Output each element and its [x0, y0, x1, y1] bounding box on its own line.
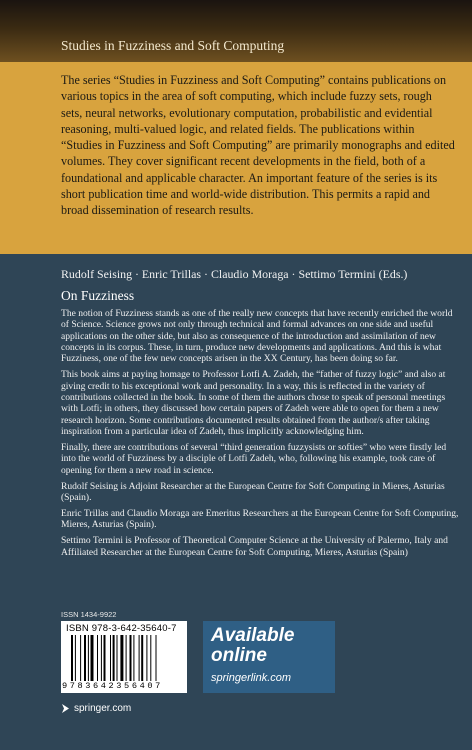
issn: ISSN 1434-9922 [61, 610, 117, 619]
springer-logo[interactable] [61, 703, 131, 714]
description-paragraph: The notion of Fuzziness stands as one of the really new concepts that have recently enriched the world of Science. Science grows not only through technical and formal advances on one side and useful applications on the other side, but also as consequence of the introduction and assimilation of new concepts in its corpus. These, in turn, produce new developments and applications. And this is what Fuzziness, one of the few new concepts arisen in the XX Century, has been doing so far. [61, 308, 453, 365]
book-description [61, 308, 459, 562]
description-paragraph: This book aims at paying homage to Professor Lotfi A. Zadeh, the “father of fuzzy logic” and also at giving credit to his exceptional work and personality. In a way, this is reflected in the variety of contributions collected in the book. In some of them the authors chose to speak of personal meetings with Lotfi; in others, they discussed how certain papers of Zadeh were able to open for them a new research horizon. Some contributions documented results obtained from the author/s after taking inspiration from a particular idea of Zadeh, thus implicitly acknowledging him. [61, 369, 446, 438]
editor-bio: Enric Trillas and Claudio Moraga are Emeritus Researchers at the European Centre for Soft Computing, Mieres, Asturias (Spain). [61, 507, 459, 531]
available-label: Available [211, 625, 295, 646]
barcode [61, 621, 187, 693]
barcode-image [71, 635, 177, 681]
online-label: online [211, 645, 267, 666]
book-title: On Fuzziness [61, 288, 135, 303]
series-title: Studies in Fuzziness and Soft Computing [61, 38, 285, 53]
editor-bio: Settimo Termini is Professor of Theoretical Computer Science at the University of Palermo, Italy and Affiliated Researcher at the European Centre for Soft Computing, Mieres, Asturias (Spain) [61, 535, 448, 558]
springerlink-url[interactable]: springerlink.com [211, 672, 292, 684]
isbn: ISBN 978-3-642-35640-7 [66, 623, 177, 634]
publisher-url[interactable]: springer.com [74, 703, 132, 714]
description-paragraph: Finally, there are contributions of several “third generation fuzzysists or softies” who were firstly led into the world of Fuzziness by a disciple of Lotfi Zadeh, who, following his example, took care of opening for them a new road in science. [61, 441, 447, 476]
available-online-badge[interactable] [203, 621, 335, 693]
editor-bio: Rudolf Seising is Adjoint Researcher at the European Centre for Soft Computing in Mieres, Asturias (Spain). [61, 480, 445, 503]
editors: Rudolf Seising · Enric Trillas · Claudio Moraga · Settimo Termini (Eds.) [61, 267, 408, 281]
springer-arrow-icon [61, 703, 70, 714]
series-description: The series “Studies in Fuzziness and Soft Computing” contains publications on various topics in the area of soft computing, which include fuzzy sets, rough sets, neural networks, evolutionary computation, probabilistic and evidential reasoning, multi-valued logic, and related fields. The publications within “Studies in Fuzziness and Soft Computing” are primarily monographs and edited volumes. They cover significant recent developments in the field, both of a foundational and applicable character. An important feature of the series is its short publication time and world-wide distribution. This permits a rapid and broad dissemination of research results. [61, 73, 455, 217]
barcode-digits: 9783642356407 [62, 681, 163, 691]
